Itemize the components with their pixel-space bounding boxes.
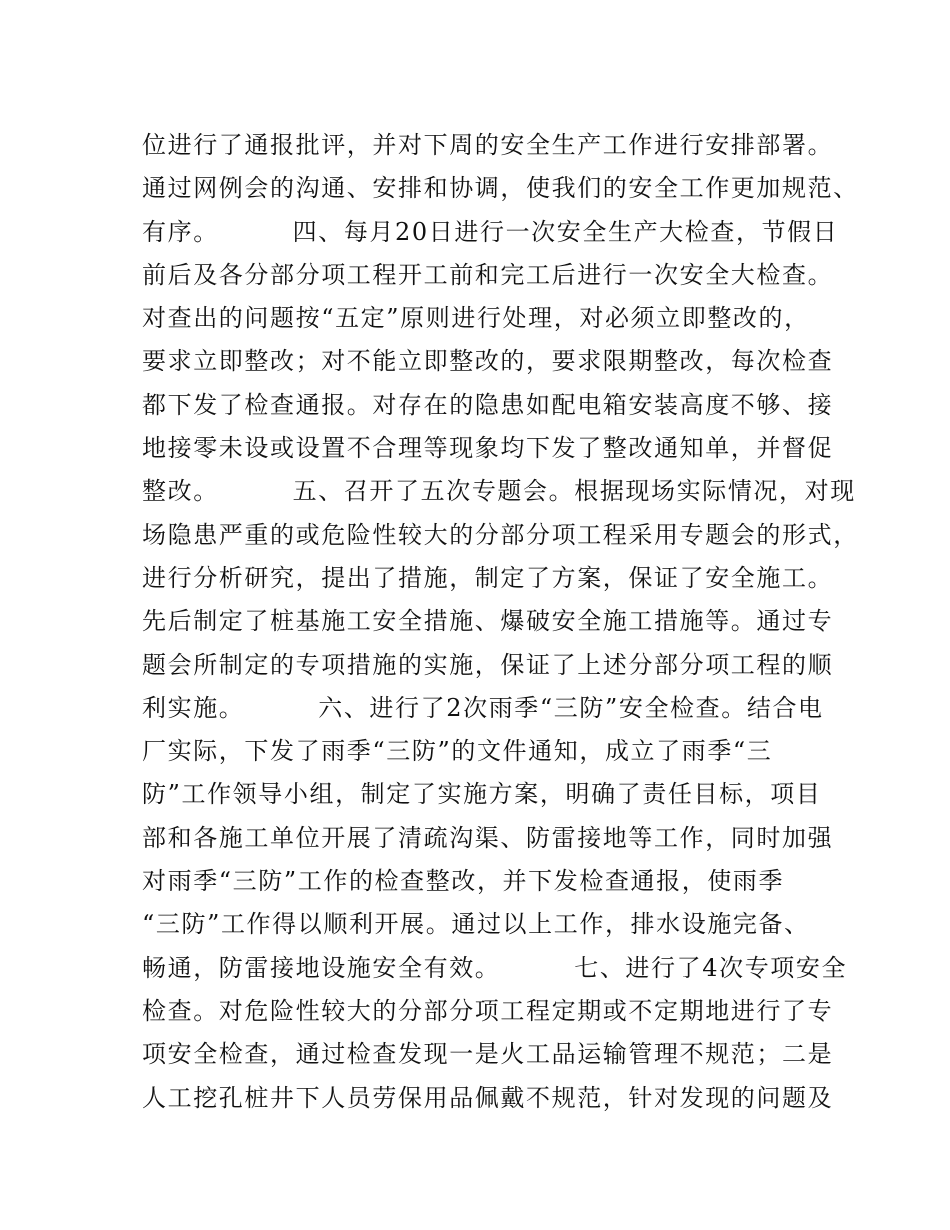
- text-line-4: 前后及各分部分项工程开工前和完工后进行一次安全大检查。: [142, 260, 834, 289]
- text-line-14: 利实施。 六、进行了2次雨季“三防”安全检查。结合电: [142, 693, 824, 722]
- text-line-11: 进行分析研究，提出了措施，制定了方案，保证了安全施工。: [142, 563, 834, 592]
- text-line-6: 要求立即整改；对不能立即整改的，要求限期整改，每次检查: [142, 347, 834, 376]
- text-line-8: 地接零未设或设置不合理等现象均下发了整改通知单，并督促: [142, 434, 834, 463]
- text-line-1: 位进行了通报批评，并对下周的安全生产工作进行安排部署。: [142, 131, 834, 159]
- text-line-5: 对查出的问题按“五定”原则进行处理，对必须立即整改的，: [142, 304, 810, 333]
- text-line-20: 畅通，防雷接地设施安全有效。 七、进行了4次专项安全: [142, 953, 848, 982]
- text-line-7: 都下发了检查通报。对存在的隐患如配电箱安装高度不够、接: [142, 390, 834, 419]
- text-line-12: 先后制定了桩基施工安全措施、爆破安全施工措施等。通过专: [142, 607, 834, 636]
- text-line-22: 项安全检查，通过检查发现一是火工品运输管理不规范；二是: [142, 1040, 834, 1069]
- text-line-16: 防”工作领导小组，制定了实施方案，明确了责任目标，项目: [142, 780, 822, 809]
- text-line-19: “三防”工作得以顺利开展。通过以上工作，排水设施完备、: [142, 910, 810, 939]
- text-line-21: 检查。对危险性较大的分部分项工程定期或不定期地进行了专: [142, 996, 834, 1025]
- text-line-10: 场隐患严重的或危险性较大的分部分项工程采用专题会的形式，: [142, 520, 859, 549]
- text-line-2: 通过网例会的沟通、安排和协调，使我们的安全工作更加规范、: [142, 174, 859, 203]
- text-line-13: 题会所制定的专项措施的实施，保证了上述分部分项工程的顺: [142, 650, 834, 679]
- text-line-9: 整改。 五、召开了五次专题会。根据现场实际情况，对现: [142, 477, 856, 506]
- text-line-3: 有序。 四、每月20日进行一次安全生产大检查，节假日: [142, 217, 839, 246]
- text-line-15: 厂实际，下发了雨季“三防”的文件通知，成立了雨季“三: [142, 737, 773, 766]
- text-line-17: 部和各施工单位开展了清疏沟渠、防雷接地等工作，同时加强: [142, 823, 834, 852]
- body-text: [142, 124, 859, 1120]
- text-line-23: 人工挖孔桩井下人员劳保用品佩戴不规范，针对发现的问题及: [142, 1083, 834, 1112]
- text-line-18: 对雨季“三防”工作的检查整改，并下发检查通报，使雨季: [142, 867, 785, 896]
